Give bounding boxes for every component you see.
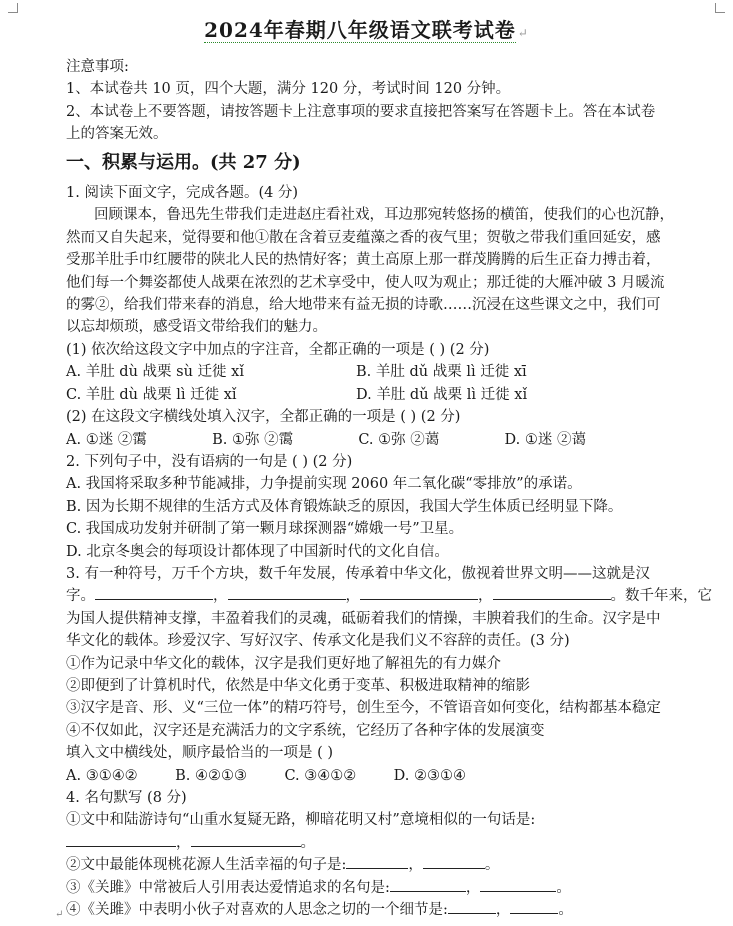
recitation-item: ②文中最能体现桃花源人生活幸福的句子是: [66,857,347,874]
option: B. ①弥 ②霭 [212,431,294,448]
recitation-item: ①文中和陆游诗句“山重水复疑无路，柳暗花明又村”意境相似的一句话是: [66,812,536,829]
option: C. ①弥 ②蔼 [358,431,440,448]
option: B. 因为长期不规律的生活方式及体育锻炼缺乏的原因，我国大学生体质已经明显下降。 [66,498,623,515]
answer-blank [228,585,346,600]
option: D. 北京冬奥会的每项设计都体现了中国新时代的文化自信。 [66,543,449,560]
fill-blank-line: ③《关雎》中常被后人引用表达爱情追求的名句是: ， 。 [66,877,672,899]
fill-blank-line: 字。 ， ， ， 。数千年来，它 [66,585,672,607]
option: A. ①迷 ②霭 [66,431,147,448]
sentence-item: ②即便到了计算机时代，依然是中华文化勇于变革、积极进取精神的缩影 [66,677,530,694]
subquestion-stem: (1) 依次给这段文字中加点的字注音，全都正确的一项是 ( ) (2 分) [66,341,490,358]
option: C. 我国成功发射并研制了第一颗月球探测器“嫦娥一号”卫星。 [66,521,464,538]
passage-line: 华文化的载体。珍爱汉字、写好汉字、传承文化是我们义不容辞的责任。(3 分) [66,633,570,650]
option: C. ③④①② [284,767,357,784]
option: B. ④②①③ [175,767,247,784]
option-row [66,765,466,787]
option-row [66,361,672,383]
question-stem: 4. 名句默写 (8 分) [66,790,187,806]
exam-body [66,56,712,921]
answer-blank [480,877,556,892]
answer-blank [493,585,611,600]
passage-line: 然而又自失起来，觉得要和他①散在含着豆麦蕴藻之香的夜气里；贺敬之带我们重回延安，感 [66,229,661,246]
passage-line: 回顾课本，鲁迅先生带我们走进赵庄看社戏，耳边那宛转悠扬的横笛，使我们的心也沉静， [94,207,674,224]
question-stem: 1. 阅读下面文字，完成各题。(4 分) [66,185,299,202]
sentence-item: ①作为记录中华文化的载体，汉字是我们更好地了解祖先的有力媒介 [66,655,501,672]
subquestion-stem: (2) 在这段文字横线处填入汉字，全都正确的一项是 ( ) (2 分) [66,409,461,426]
passage-line: 他们每一个舞姿都使人战栗在浓烈的艺术享受中，使人叹为观止；那迁徙的大雁冲破 3 月暖流 [66,274,665,291]
paragraph-mark-icon: ↵ [517,26,529,40]
option: A. 羊肚 dù 战栗 sù 迁徙 xǐ [66,364,244,381]
notice-item: 2、本试卷上不要答题，请按答题卡上注意事项的要求直接把答案写在答题卡上。答在本试卷 [66,103,656,120]
option: C. 羊肚 dù 战栗 lì 迁徙 xǐ [66,386,237,403]
fill-blank-line: ②文中最能体现桃花源人生活幸福的句子是: ， 。 [66,854,672,876]
fill-blank-line: ， 。 [66,832,672,854]
sentence-item: ③汉字是音、形、义“三位一体”的精巧符号，创生至今，不管语音如何变化，结构都基本稳定 [66,700,661,717]
sentence-item: ④不仅如此，汉字还是充满活力的文字系统，它经历了各种字体的发展演变 [66,722,545,739]
question-stem: 3. 有一种符号，万千个方块，数千年发展，传承着中华文化，傲视着世界文明——这就是汉 [66,565,650,582]
recitation-item: ④《关雎》中表明小伙子对喜欢的人思念之切的一个细节是: [66,902,448,919]
option: A. 我国将采取多种节能减排，力争提前实现 2060 年二氧化碳“零排放”的承诺。 [66,476,582,493]
paragraph-mark-icon: ↵ [55,909,64,920]
answer-blank [360,585,478,600]
answer-blank [346,854,408,869]
answer-blank [423,854,485,869]
option: A. ③①④② [66,767,138,784]
passage-line: 的雾②，给我们带来春的消息，给大地带来有益无损的诗歌……沉浸在这些课文之中，我们可 [66,297,661,314]
recitation-item: ③《关雎》中常被后人引用表达爱情追求的名句是: [66,879,390,896]
notice-item: 上的答案无效。 [66,126,168,143]
passage-line: 为国人提供精神支撑，丰盈着我们的灵魂，砥砺着我们的情操，丰腴着我们的生命。汉字是中 [66,610,661,627]
notice-heading: 注意事项: [66,59,129,75]
answer-blank [66,832,176,847]
answer-blank [510,899,558,914]
passage-line: 以忘却烦琐，感受语文带给我们的魅力。 [66,319,327,336]
page-corner-mark-left [8,3,18,13]
page-corner-mark-right [715,3,725,13]
option-row [66,429,586,451]
answer-blank [95,585,213,600]
question-stem: 2. 下列句子中，没有语病的一句是 ( ) (2 分) [66,453,353,470]
notice-item: 1、本试卷共 10 页，四个大题，满分 120 分，考试时间 120 分钟。 [66,81,511,98]
option: D. ②③①④ [393,767,466,784]
question-ask: 填入文中横线处，顺序最恰当的一项是 ( ) [66,745,334,762]
fill-blank-line: ④《关雎》中表明小伙子对喜欢的人思念之切的一个细节是: ， 。 [66,899,672,921]
section-heading: 一、积累与运用。(共 27 分) [66,151,301,173]
exam-title: 2024年春期八年级语文联考试卷 ↵ [204,18,529,42]
answer-blank [448,899,496,914]
option: D. ①迷 ②蔼 [504,431,586,448]
answer-blank [191,832,301,847]
passage-line: 受那羊肚手巾红腰带的陕北人民的热情好客；黄土高原上那一群茂腾腾的后生正奋力搏击着， [66,252,661,269]
option: D. 羊肚 dǔ 战栗 lì 迁徙 xǐ [356,386,528,403]
option-row [66,384,672,406]
answer-blank [390,877,466,892]
option: B. 羊肚 dǔ 战栗 lì 迁徙 xī [356,364,527,381]
